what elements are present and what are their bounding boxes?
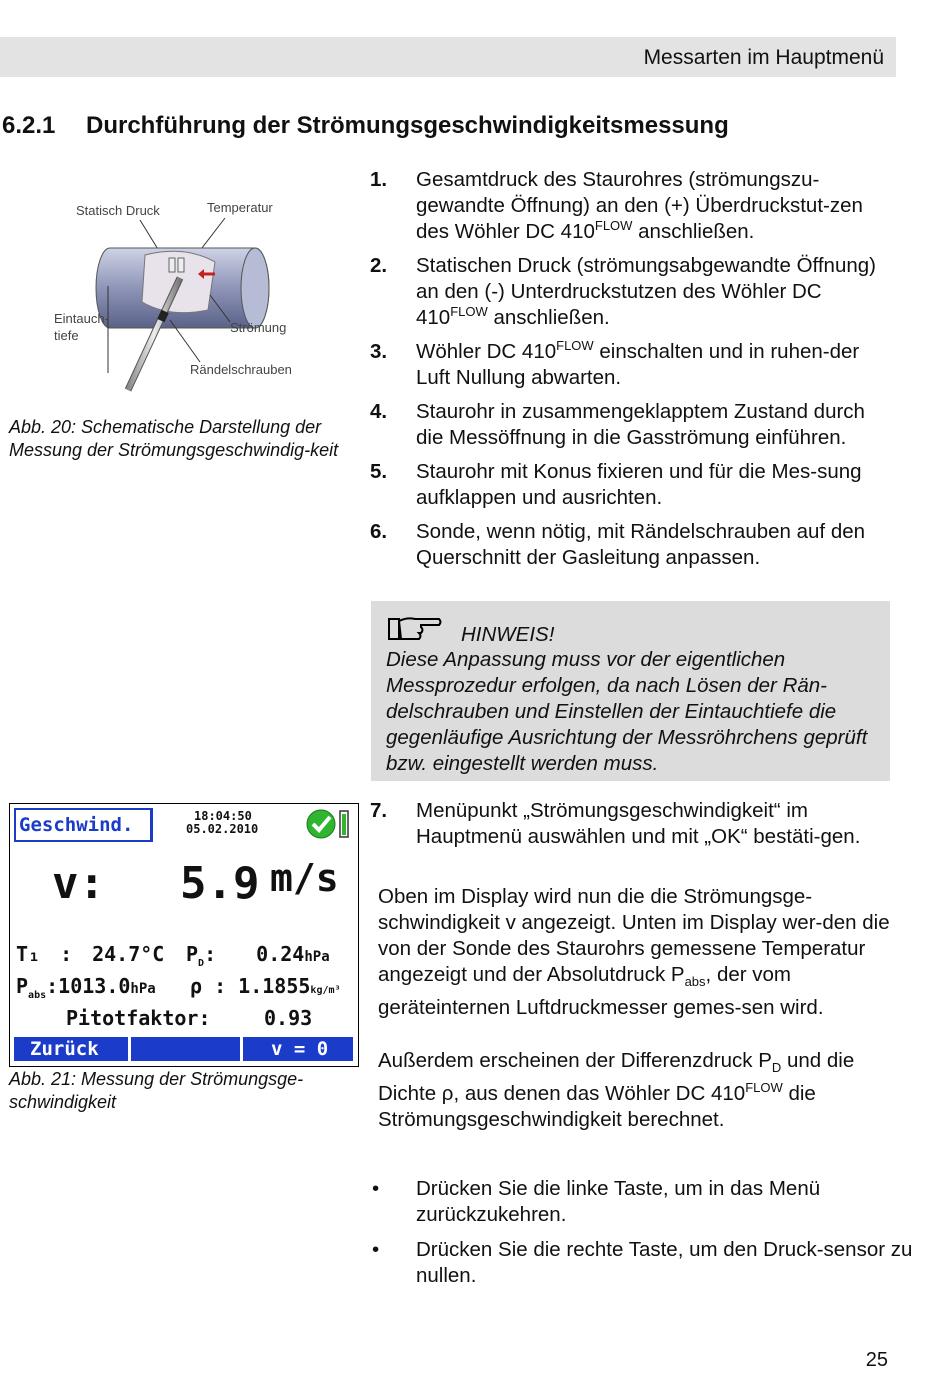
rho-unit: kg/m³ [310,985,341,996]
step-text: Staurohr mit Konus fixieren und für die Mes-sung aufklappen und ausrichten. [416,460,862,509]
step-text-end: einschalten und in ruhen-der Luft Nullung abwarten. [416,340,860,389]
section-heading [2,112,729,140]
pabs-value: 1013.0 [58,974,131,998]
lcd-screen [12,806,355,1063]
step-text: Statischen Druck (strömungsabgewandte Öffnung) an den (-) Unterdruckstutzen des Wöhler DC 410 [416,254,876,329]
bullet-text: Drücken Sie die linke Taste, um in das Menü zurückzukehren. [416,1177,821,1226]
para1-text: Oben im Display wird nun die die Strömungsge-schwindigkeit v angezeigt. Unten im Display wer-den die von der Sonde des Staurohrs gemessene Temperatur angezeigt und der Absolutdruck P [378,885,890,986]
softkey-back-button[interactable] [14,1037,131,1061]
pd-sub: D [198,958,205,969]
pitot-tube-illustration [50,190,320,405]
label-depth-2: tiefe [54,328,79,343]
step-text: Staurohr in zusammengeklapptem Zustand durch die Messöffnung in die Gasströmung einführen. [416,400,865,449]
pitot-label: Pitotfaktor: [66,1006,211,1030]
steps-list [370,167,890,579]
figure2-caption: Abb. 21: Messung der Strömungsge-schwindigkeit [9,1069,304,1112]
pd-unit: hPa [304,949,330,965]
step-text: Wöhler DC 410 [416,340,557,363]
page-number: 25 [865,1349,888,1371]
t1-label: T₁ [16,942,41,966]
velocity-label: v: [52,858,105,909]
header-title: Messarten im Hauptmenü [643,46,884,69]
pd-value: 0.24 [256,942,305,966]
step7 [370,798,890,858]
label-temperature: Temperatur [207,200,273,215]
para2-text: Außerdem erscheinen der Differenzdruck P [378,1049,772,1072]
para2-text-mid: und die Dichte ρ, aus denen das Wöhler DC 410 [378,1049,855,1106]
step-sup: FLOW [556,338,594,353]
bullet-icon: • [372,1177,380,1200]
step-text-end: anschließen. [632,220,755,243]
velocity-value: 5.9 [180,858,260,909]
step-item [370,519,890,571]
display-time: 18:04:50 [194,809,252,823]
mode-label: Geschwind. [19,814,134,836]
page-header [0,37,896,77]
row-pd: $P_D$: 0.24hPa [186,942,330,969]
step-number: 6. [370,520,388,543]
mode-box [14,808,153,842]
step-item [370,459,890,511]
hint-title: HINWEIS! [461,623,555,646]
step-number: 1. [370,168,388,191]
softkey-back-label: Zurück [30,1038,99,1060]
para2-sub: D [771,1060,782,1076]
step-number: 2. [370,254,388,277]
paragraph-display [378,884,894,1021]
row-temperature: T₁ : 24.7°C [16,942,165,966]
step-sup: FLOW [450,304,488,319]
step-item [370,167,890,245]
bullet-text: Drücken Sie die rechte Taste, um den Druck-sensor zu nullen. [416,1238,913,1287]
pabs-label: P [16,974,29,998]
label-screws: Rändelschrauben [190,362,292,377]
velocity-unit: m/s [270,856,339,900]
label-flow: Strömung [230,320,287,335]
section-title: Durchführung der Strömungsgeschwindigkeitsmessung [86,112,729,139]
softkey-bar [14,1037,353,1061]
para1-sub: abs [684,974,706,990]
step-number: 3. [370,340,388,363]
row-rho: ρ : 1.1855kg/m³ [190,974,341,998]
pd-label: P [186,942,199,966]
step-item [370,399,890,451]
row-pabs: $P_{abs}:1013.0hPa$ [16,974,156,1001]
t1-value: 24.7°C [92,942,165,966]
step-text-end: anschließen. [487,306,610,329]
softkey-zero-label: v = 0 [271,1038,329,1060]
figure1-caption: Abb. 20: Schematische Darstellung der Messung der Strömungsgeschwindig-keit [9,417,339,460]
bullet-item [370,1176,936,1228]
hint-body: Diese Anpassung muss vor der eigentlichen Messprozedur erfolgen, da nach Lösen der Rän-delschrauben und Einstellen der Eintauchtiefe die gegenläufige Ausrichtung der Messröhrchens geprüft bzw. eingestellt werden muss. [386,648,868,775]
bullet-item [370,1237,936,1289]
pabs-sub: abs [28,990,47,1001]
step-item [370,339,890,391]
display-date: 05.02.2010 [186,822,259,836]
section-number: 6.2.1 [2,112,56,139]
softkey-zero-button[interactable] [240,1037,356,1061]
step-text: Sonde, wenn nötig, mit Rändelschrauben auf den Querschnitt der Gasleitung anpassen. [416,520,866,569]
step-text: Gesamtdruck des Staurohres (strömungszu-gewandte Öffnung) an den (+) Überdruckstut-zen des Wöhler DC 410 [416,168,863,243]
row-pitot [66,1006,211,1030]
step-text: Menüpunkt „Strömungsgeschwindigkeit“ im Hauptmenü auswählen und mit „OK“ bestäti-gen. [416,799,861,848]
pointing-hand-icon [387,613,443,643]
step-item [370,253,890,331]
pabs-unit: hPa [130,981,156,997]
device-display [9,803,359,1067]
step-number: 4. [370,400,388,423]
step-sup: FLOW [594,218,633,233]
status-ok-icon [305,808,351,840]
rho-value: 1.1855 [238,974,311,998]
bullet-icon: • [372,1238,380,1261]
step-item [370,798,890,850]
paragraph-calculation [378,1048,894,1133]
rho-label: ρ [190,974,203,998]
hint-box [371,601,890,781]
para1-text-end: , der vom geräteinternen Luftdruckmesser gemes-sen wird. [378,963,824,1020]
para2-sup: FLOW [745,1080,783,1096]
pitot-value: 0.93 [264,1006,313,1030]
para2-text-end: die Strömungsgeschwindigkeit berechnet. [378,1082,816,1132]
label-static-pressure: Statisch Druck [76,203,160,218]
label-depth-1: Eintauch- [54,311,109,326]
step-number: 7. [370,799,388,822]
step-number: 5. [370,460,388,483]
